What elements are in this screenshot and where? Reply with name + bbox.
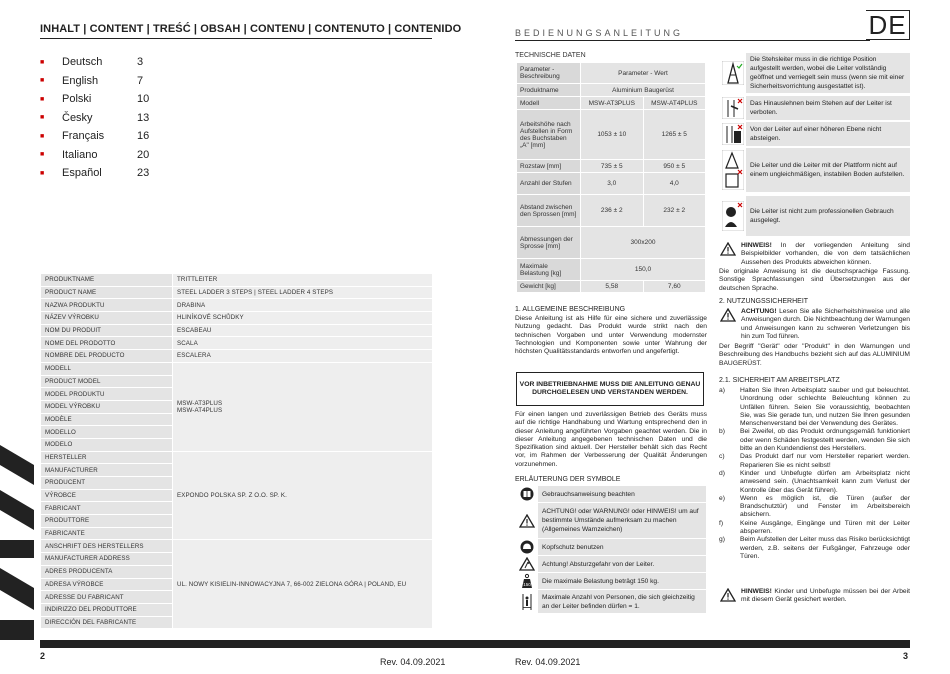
bullet-icon: ■ bbox=[40, 77, 45, 85]
spec-key: MODEL PRODUKTU bbox=[41, 388, 173, 401]
tech-key: Maximale Belastung [kg] bbox=[517, 259, 581, 281]
toc-lang: Español bbox=[62, 167, 102, 180]
symbol-text: Die maximale Belastung beträgt 150 kg. bbox=[538, 573, 706, 589]
tech-value: 1265 ± 5 bbox=[643, 110, 706, 160]
safety-text: Die Leiter und die Leiter mit der Plattform nicht auf einem ungleichmäßigen, instabilen Boden aufstellen. bbox=[746, 148, 910, 192]
warning-triangle-icon bbox=[720, 308, 739, 327]
tech-key: Gewicht [kg] bbox=[517, 281, 581, 293]
tech-header-value: Parameter - Wert bbox=[581, 63, 706, 84]
safety-symbol-row bbox=[720, 196, 910, 236]
warning-triangle-icon bbox=[516, 503, 538, 538]
note-text: Kinder und Unbefugte müssen bei der Arbeit mit diesem Gerät gesichert werden. bbox=[741, 588, 910, 604]
tech-key: Modell bbox=[517, 97, 581, 110]
list-marker: a) bbox=[719, 387, 725, 394]
tech-value: 4,0 bbox=[643, 173, 706, 195]
list-marker: g) bbox=[719, 536, 725, 544]
spec-key: ADRESSE DU FABRICANT bbox=[41, 591, 173, 604]
page-footer-bar bbox=[40, 640, 910, 648]
spec-key: NAZWA PRODUKTU bbox=[41, 299, 173, 312]
bullet-icon: ■ bbox=[40, 58, 45, 66]
tech-value: MSW-AT3PLUS bbox=[581, 97, 644, 110]
tech-data-table bbox=[516, 62, 706, 293]
toc-page: 20 bbox=[137, 148, 150, 161]
bullet-icon: ■ bbox=[40, 151, 45, 159]
note-paragraph-2: Die originale Anweisung ist die deutschsprachige Fassung. Sonstige Sprachfassungen sind Übersetzungen aus der deutschen Sprache. bbox=[719, 268, 910, 292]
list-text: Bei Zweifel, ob das Produkt ordnungsgemäß funktioniert oder wenn Schäden festgestellt werden, wenden Sie sich bitte an den Kundendienst des Herstellers. bbox=[740, 428, 910, 453]
no-uneven-ground-icon bbox=[720, 148, 746, 192]
model-line: MSW-AT4PLUS bbox=[177, 406, 223, 414]
list-text: Wenn es möglich ist, die Türen (außer der Brandschutztür) und Fenster im Arbeitsbereich absichern. bbox=[740, 494, 910, 519]
spec-key: MANUFACTURER ADDRESS bbox=[41, 553, 173, 566]
warning-text: Lesen Sie alle Sicherheitshinweise und alle Anweisungen durch. Die Nichtbeachtung der Warnungen und Anweisungen kann zu schweren Verletzungen bis hin zum Tod führen. bbox=[741, 308, 910, 340]
toc-item-francais[interactable] bbox=[40, 127, 260, 146]
bullet-icon: ■ bbox=[40, 114, 45, 122]
note-text: In der vorliegenden Anleitung sind Beispielbilder vorhanden, die von dem tatsächlichen Aussehen des Produkts abweichen können. bbox=[741, 242, 910, 266]
spec-key: PRODUKTNAME bbox=[41, 274, 173, 287]
list-text: Das Produkt darf nur vom Hersteller repariert werden. Reparieren Sie es nicht selbst! bbox=[740, 453, 910, 469]
list-text: Halten Sie Ihren Arbeitsplatz sauber und gut beleuchtet. Unordnung oder schlechte Beleuchtung können zu Unfällen führen. Seien Sie voraussichtig, beobachten Sie, was Sie gerade tun, und nutzen Sie Ihren gesunden Menschenverstand bei der Verwendung des Gerätes. bbox=[740, 387, 910, 428]
symbol-text: ACHTUNG! oder WARNUNG! oder HINWEIS! um auf bestimmte Umstände aufmerksam zu machen (Allgemeines Warnzeichen) bbox=[538, 503, 706, 538]
bullet-icon: ■ bbox=[40, 132, 45, 140]
bullet-icon: ■ bbox=[40, 95, 45, 103]
safety-list bbox=[719, 387, 910, 561]
product-spec-table bbox=[40, 273, 433, 629]
no-professional-use-icon bbox=[720, 196, 746, 236]
toc-item-italiano[interactable] bbox=[40, 146, 260, 165]
symbol-row bbox=[516, 503, 706, 538]
model-line: MSW-AT3PLUS bbox=[177, 399, 223, 407]
tech-value: 735 ± 5 bbox=[581, 160, 644, 173]
toc-item-cesky[interactable] bbox=[40, 109, 260, 128]
warning-paragraph bbox=[741, 308, 910, 341]
symbol-row bbox=[516, 486, 706, 502]
note-paragraph bbox=[741, 242, 910, 267]
tech-value: 236 ± 2 bbox=[581, 195, 644, 227]
max-load-icon bbox=[516, 573, 538, 589]
tech-value: 3,0 bbox=[581, 173, 644, 195]
spec-value: ESCALERA bbox=[173, 350, 433, 363]
manual-book-icon bbox=[516, 486, 538, 502]
section-text: Diese Anleitung ist als Hilfe für eine sichere und zuverlässige Nutzung gedacht. Das Produkt wurde strikt nach den technischen Vorgaben und unter Verwendung modernster Technologien und Komponenten sowie unter Wahrung der höchsten Qualitätsstandards entworfen und angefertigt. bbox=[515, 315, 707, 356]
tech-value: 150,0 bbox=[581, 259, 706, 281]
list-marker: b) bbox=[719, 428, 725, 436]
list-item bbox=[719, 470, 910, 495]
spec-key: VÝROBCE bbox=[41, 489, 173, 502]
spec-key: NOMBRE DEL PRODUCTO bbox=[41, 350, 173, 363]
spec-key: FABRICANT bbox=[41, 502, 173, 515]
brand-logo-decoration bbox=[0, 440, 34, 650]
spec-key: MODELL bbox=[41, 362, 173, 375]
spec-value-manufacturer: EXPONDO POLSKA SP. Z O.O. SP. K. bbox=[173, 451, 433, 540]
symbol-row bbox=[516, 573, 706, 589]
manual-title: BEDIENUNGSANLEITUNG bbox=[515, 28, 684, 38]
section-title: 1. ALLGEMEINE BESCHREIBUNG bbox=[515, 306, 626, 313]
toc-lang: Česky bbox=[62, 111, 93, 124]
read-manual-warning-box: VOR INBETRIEBNAHME MUSS DIE ANLEITUNG GENAU DURCHGELESEN UND VERSTANDEN WERDEN. bbox=[516, 372, 704, 406]
note-bold: HINWEIS! bbox=[741, 588, 772, 595]
spec-key: PRODUCENT bbox=[41, 477, 173, 490]
toc-lang: Deutsch bbox=[62, 56, 103, 69]
symbol-text: Kopfschutz benutzen bbox=[538, 539, 706, 555]
symbol-row bbox=[516, 590, 706, 613]
tech-key: Rozstaw [mm] bbox=[517, 160, 581, 173]
tech-key: Arbeitshöhe nach Aufstellen in Form des Buchstaben „A" [mm] bbox=[517, 110, 581, 160]
fall-warning-icon bbox=[516, 556, 538, 572]
spec-key: PRODUCT NAME bbox=[41, 286, 173, 299]
tech-value: MSW-AT4PLUS bbox=[643, 97, 706, 110]
tech-key: Abmessungen der Sprosse [mm] bbox=[517, 227, 581, 259]
safety-text: Von der Leiter auf einer höheren Ebene nicht absteigen. bbox=[746, 122, 910, 146]
safety-symbol-row bbox=[720, 53, 910, 93]
spec-key: ANSCHRIFT DES HERSTELLERS bbox=[41, 540, 173, 553]
symbol-text: Maximale Anzahl von Personen, die sich gleichzeitig an der Leiter befinden dürfen = 1. bbox=[538, 590, 706, 613]
toc-page: 13 bbox=[137, 111, 150, 124]
max-load-label: 150 bbox=[523, 582, 531, 587]
spec-value-address: UL. NOWY KISIELIN-INNOWACYJNA 7, 66-002 ZIELONA GÓRA | POLAND, EU bbox=[173, 540, 433, 629]
tech-key: Abstand zwischen den Sprossen [mm] bbox=[517, 195, 581, 227]
tech-value: Aluminium Baugerüst bbox=[581, 84, 706, 97]
warning-triangle-icon bbox=[720, 242, 739, 261]
ladder-locked-icon bbox=[720, 53, 746, 93]
bullet-icon: ■ bbox=[40, 169, 45, 177]
helmet-icon bbox=[516, 539, 538, 555]
toc-page: 10 bbox=[137, 93, 150, 106]
safety-text: Das Hinauslehnen beim Stehen auf der Leiter ist verboten. bbox=[746, 96, 910, 120]
spec-value: STEEL LADDER 3 STEPS | STEEL LADDER 4 STEPS bbox=[173, 286, 433, 299]
symbol-text: Gebrauchsanweisung beachten bbox=[538, 486, 706, 502]
spec-key: MODELO bbox=[41, 438, 173, 451]
toc-lang: English bbox=[62, 74, 99, 87]
tech-header-param: Parameter - Beschreibung bbox=[517, 63, 581, 84]
tech-value: 232 ± 2 bbox=[643, 195, 706, 227]
page-number-left: 2 bbox=[40, 651, 46, 661]
toc-lang: Italiano bbox=[62, 148, 98, 161]
toc-item-english[interactable] bbox=[40, 72, 260, 91]
list-marker: e) bbox=[719, 494, 725, 502]
tech-value: 950 ± 5 bbox=[643, 160, 706, 173]
section-text: Der Begriff "Gerät" oder "Produkt" in den Warnungen und Beschreibung des Handbuchs bezieht sich auf das ALUMINIUM BAUGERÜST. bbox=[719, 343, 910, 367]
spec-key: ADRESA VÝROBCE bbox=[41, 578, 173, 591]
spec-key: FABRICANTE bbox=[41, 527, 173, 540]
section-title: 2.1. SICHERHEIT AM ARBEITSPLATZ bbox=[719, 377, 840, 384]
list-marker: d) bbox=[719, 469, 725, 477]
spec-value: SCALA bbox=[173, 337, 433, 350]
spec-key: MODÈLE bbox=[41, 413, 173, 426]
warning-triangle-icon bbox=[720, 588, 739, 607]
toc-page: 7 bbox=[137, 74, 144, 87]
toc-item-polski[interactable] bbox=[40, 90, 260, 109]
divider bbox=[40, 38, 432, 39]
list-item bbox=[719, 520, 910, 537]
spec-value: HLINÍKOVÉ SCHŮDKY bbox=[173, 312, 433, 325]
spec-value: DRABINA bbox=[173, 299, 433, 312]
section-title: 2. NUTZUNGSSICHERHEIT bbox=[719, 298, 809, 305]
safety-text: Die Stehsleiter muss in die richtige Position aufgestellt werden, wobei die Leiter vollständig geöffnet und verriegelt sein muss (wenn sie mit einer Sicherheitsvorrichtung ausgestattet ist). bbox=[746, 53, 910, 93]
list-text: Beim Aufstellen der Leiter muss das Risiko berücksichtigt werden, z.B. seitens der Fußgänger, Fahrzeuge oder Türen. bbox=[740, 536, 910, 560]
spec-key: MANUFACTURER bbox=[41, 464, 173, 477]
symbol-row bbox=[516, 539, 706, 555]
tech-value: 1053 ± 10 bbox=[581, 110, 644, 160]
list-item bbox=[719, 453, 910, 470]
revision-left: Rev. 04.09.2021 bbox=[380, 657, 446, 667]
warning-bold: ACHTUNG! bbox=[741, 308, 777, 315]
toc-lang: Français bbox=[62, 130, 105, 143]
list-text: Keine Ausgänge, Eingänge und Türen mit der Leiter absperren. bbox=[740, 519, 910, 536]
spec-key: MODEL VÝROBKU bbox=[41, 400, 173, 413]
toc-page: 16 bbox=[137, 130, 150, 143]
tech-value: 7,60 bbox=[643, 281, 706, 293]
safety-symbol-row bbox=[720, 148, 910, 192]
note-bold: HINWEIS! bbox=[741, 242, 772, 249]
spec-key: NÁZEV VÝROBKU bbox=[41, 312, 173, 325]
safety-symbol-row bbox=[720, 96, 910, 120]
spec-key: MODELLO bbox=[41, 426, 173, 439]
spec-key: NOM DU PRODUIT bbox=[41, 324, 173, 337]
spec-key: DIRECCIÓN DEL FABRICANTE bbox=[41, 616, 173, 629]
no-step-across-icon bbox=[720, 122, 746, 146]
list-text: Kinder und Unbefugte dürfen am Arbeitsplatz nicht anwesend sein. (Unachtsamkeit kann zum Verlust der Kontrolle über das Gerät führen). bbox=[740, 469, 910, 494]
toc-page: 3 bbox=[137, 56, 144, 69]
toc-heading: INHALT | CONTENT | TREŚĆ | OBSAH | CONTENU | CONTENUTO | CONTENIDO bbox=[40, 23, 462, 35]
list-item bbox=[719, 387, 910, 428]
spec-key: ADRES PRODUCENTA bbox=[41, 565, 173, 578]
toc-item-deutsch[interactable] bbox=[40, 53, 260, 72]
revision-right: Rev. 04.09.2021 bbox=[515, 657, 581, 667]
list-marker: c) bbox=[719, 453, 725, 461]
symbol-row bbox=[516, 556, 706, 572]
list-item bbox=[719, 495, 910, 520]
tech-value: 300x200 bbox=[581, 227, 706, 259]
note-paragraph bbox=[741, 588, 910, 605]
table-of-contents bbox=[40, 53, 260, 183]
spec-key: INDIRIZZO DEL PRODUTTORE bbox=[41, 603, 173, 616]
safety-text: Die Leiter ist nicht zum professionellen Gebrauch ausgelegt. bbox=[746, 196, 910, 236]
spec-value: ESCABEAU bbox=[173, 324, 433, 337]
spec-key: PRODUTTORE bbox=[41, 515, 173, 528]
tech-value: 5,58 bbox=[581, 281, 644, 293]
page-number-right: 3 bbox=[903, 651, 909, 661]
spec-key: PRODUCT MODEL bbox=[41, 375, 173, 388]
spec-value: TRITTLEITER bbox=[173, 274, 433, 287]
section-title: ERLÄUTERUNG DER SYMBOLE bbox=[515, 476, 621, 483]
no-lean-out-icon bbox=[720, 96, 746, 120]
section-text: Für einen langen und zuverlässigen Betrieb des Geräts muss auf die richtige Handhabung und Wartung entsprechend den in dieser Anleitung angeführten Vorgaben geachtet werden. Die in dieser Anleitung angegebenen technischen Daten und die Spezifikation sind aktuell. Der Hersteller behält sich das Recht vor, im Rahmen der Verbesserung der Qualität Änderungen vorzunehmen. bbox=[515, 411, 707, 468]
list-marker: f) bbox=[719, 519, 724, 527]
toc-page: 23 bbox=[137, 167, 150, 180]
list-item bbox=[719, 428, 910, 453]
spec-key: HERSTELLER bbox=[41, 451, 173, 464]
tech-data-heading: TECHNISCHE DATEN bbox=[515, 52, 586, 59]
tech-key: Produktname bbox=[517, 84, 581, 97]
spec-key: NOME DEL PRODOTTO bbox=[41, 337, 173, 350]
list-item bbox=[719, 536, 910, 561]
one-person-icon bbox=[516, 590, 538, 613]
safety-symbol-row bbox=[720, 122, 910, 146]
spec-value-model bbox=[173, 362, 433, 451]
divider bbox=[515, 40, 870, 41]
symbol-text: Achtung! Absturzgefahr von der Leiter. bbox=[538, 556, 706, 572]
language-badge: DE bbox=[866, 10, 910, 40]
toc-item-espanol[interactable] bbox=[40, 164, 260, 183]
toc-lang: Polski bbox=[62, 93, 92, 106]
tech-key: Anzahl der Stufen bbox=[517, 173, 581, 195]
